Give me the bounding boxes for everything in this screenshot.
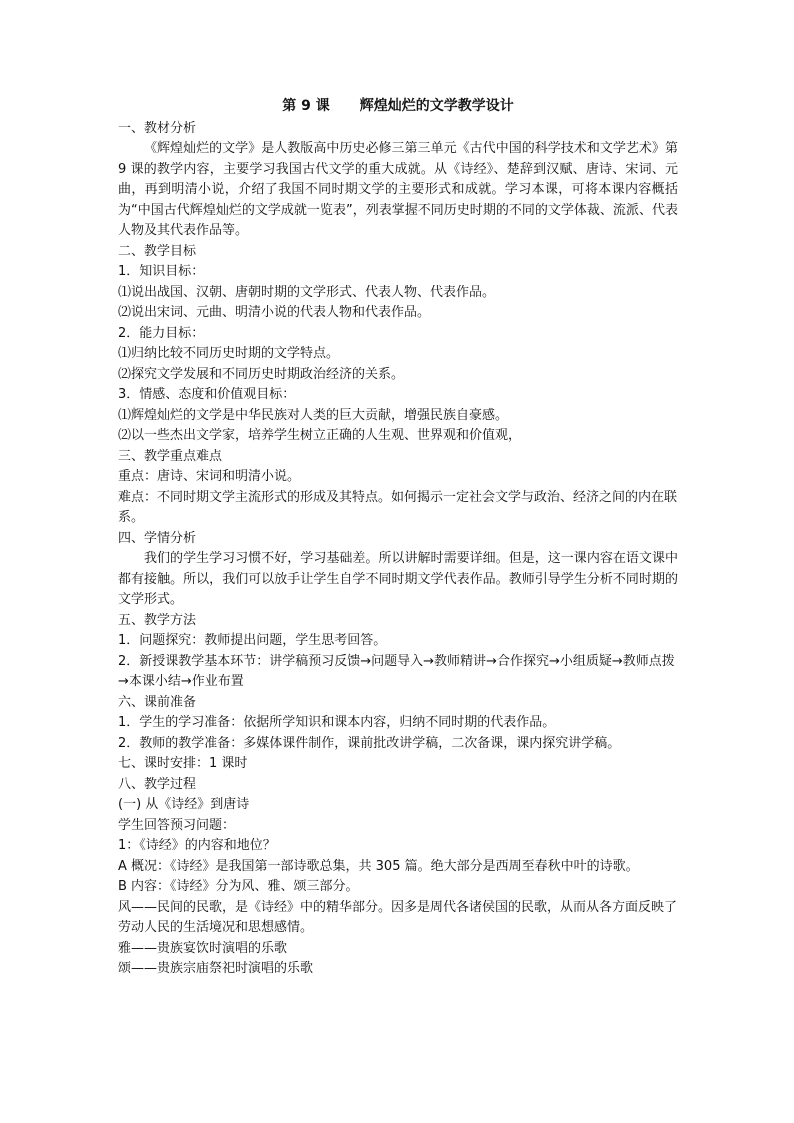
section-heading: 四、学情分析 xyxy=(118,530,197,546)
list-item: ⑴说出战国、汉朝、唐朝时期的文学形式、代表人物、代表作品。 xyxy=(118,284,496,300)
section-heading: 六、课前准备 xyxy=(118,694,197,710)
section-heading: 二、教学目标 xyxy=(118,243,197,259)
page-title xyxy=(118,96,678,117)
subsection-heading: 1．知识目标： xyxy=(118,264,205,279)
answer-a: A 概况：《诗经》是我国第一部诗歌总集，共 305 篇。绝大部分是西周至春秋中叶的诗歌。 xyxy=(118,858,639,874)
answer-b: B 内容：《诗经》分为风、雅、颂三部分。 xyxy=(118,879,359,894)
section-heading: 七、课时安排：1 课时 xyxy=(118,756,248,771)
paragraph: 我们的学生学习习惯不好，学习基础差。所以讲解时需要详细。但是，这一课内容在语文课中都有接触。所以，我们可以放手让学生自学不同时期文学代表作品。教师引导学生分析不同时期的文学形式。 xyxy=(118,551,678,607)
ya-definition: 雅——贵族宴饮时演唱的乐歌 xyxy=(118,940,288,956)
lesson-name: 辉煌灿烂的文学教学设计 xyxy=(359,98,514,114)
list-item: 2．教师的教学准备：多媒体课件制作，课前批改讲学稿，二次备课，课内探究讲学稿。 xyxy=(118,735,621,751)
difficulty-point: 难点：不同时期文学主流形式的形成及其特点。如何揭示一定社会文学与政治、经济之间的内在联系。 xyxy=(118,489,678,525)
lesson-number: 第 9 课 xyxy=(282,98,330,114)
subsection-heading: 3．情感、态度和价值观目标： xyxy=(118,387,296,402)
section-student-analysis xyxy=(118,529,678,611)
section-key-difficulties xyxy=(118,447,678,529)
section-textbook-analysis xyxy=(118,119,678,242)
section-heading: 一、教材分析 xyxy=(118,120,197,136)
section-heading: 八、教学过程 xyxy=(118,776,197,792)
question: 1：《诗经》的内容和地位？ xyxy=(118,838,276,853)
section-teaching-goals xyxy=(118,242,678,447)
question-intro: 学生回答预习问题： xyxy=(118,817,236,833)
list-item: ⑵以一些杰出文学家，培养学生树立正确的人生观、世界观和价值观， xyxy=(118,428,522,443)
list-item: 1．学生的学习准备：依据所学知识和课本内容，归纳不同时期的代表作品。 xyxy=(118,715,556,730)
list-item: ⑴辉煌灿烂的文学是中华民族对人类的巨大贡献，增强民族自豪感。 xyxy=(118,407,509,423)
list-item: ⑵探究文学发展和不同历史时期政治经济的关系。 xyxy=(118,366,405,382)
section-schedule xyxy=(118,754,678,775)
feng-definition: 风——民间的民歌，是《诗经》中的精华部分。因多是周代各诸侯国的民歌，从而从各方面反映了劳动人民的生活境况和思想感情。 xyxy=(118,899,678,935)
section-teaching-process xyxy=(118,775,678,980)
song-definition: 颂——贵族宗庙祭祀时演唱的乐歌 xyxy=(118,961,314,976)
section-teaching-methods xyxy=(118,611,678,693)
subsection-heading: (一) 从《诗经》到唐诗 xyxy=(118,797,250,812)
section-heading: 三、教学重点难点 xyxy=(118,448,223,464)
document-page xyxy=(118,96,678,980)
section-preparation xyxy=(118,693,678,755)
list-item: 2．新授课教学基本环节：讲学稿预习反馈→问题导入→教师精讲→合作探究→小组质疑→教师点拨→本课小结→作业布置 xyxy=(118,653,675,689)
paragraph: 《辉煌灿烂的文学》是人教版高中历史必修三第三单元《古代中国的科学技术和文学艺术》第 9 课的教学内容，主要学习我国古代文学的重大成就。从《诗经》、楚辞到汉赋、唐诗、宋词、元曲，再到明清小说，介绍了我国不同时期文学的主要形式和成就。学习本课，可将本课内容概括为“中国古代辉煌灿烂的文学成就一览表”，列表掌握不同历史时期的不同的文学体裁、流派、代表人物及其代表作品等。 xyxy=(118,141,678,238)
key-point: 重点：唐诗、宋词和明清小说。 xyxy=(118,469,301,484)
list-item: 1．问题探究：教师提出问题，学生思考回答。 xyxy=(118,633,387,648)
section-heading: 五、教学方法 xyxy=(118,612,197,628)
list-item: ⑴归纳比较不同历史时期的文学特点。 xyxy=(118,346,340,361)
list-item: ⑵说出宋词、元曲、明清小说的代表人物和代表作品。 xyxy=(118,305,431,320)
subsection-heading: 2．能力目标： xyxy=(118,325,205,341)
